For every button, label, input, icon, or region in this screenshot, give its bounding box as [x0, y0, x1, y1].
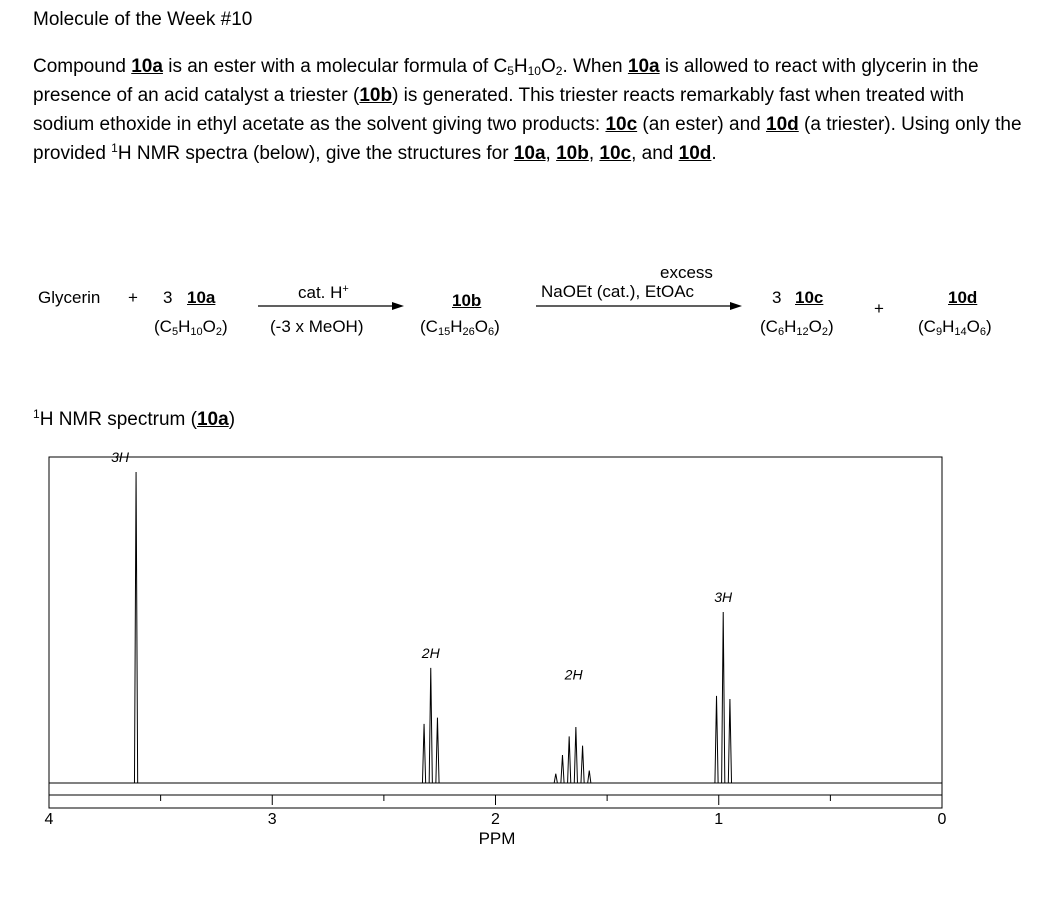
compound-ref-10c: 10c: [605, 114, 638, 135]
x-tick-label: 2: [491, 811, 500, 828]
compound-ref-10c: 10c: [599, 143, 632, 164]
compound-ref-10b: 10b: [359, 85, 393, 106]
plus-sign: +: [128, 288, 138, 307]
x-axis-label: PPM: [478, 829, 516, 848]
x-tick-label: 1: [714, 811, 724, 828]
compound-10c-label: 10c: [795, 288, 824, 307]
compound-ref-10a: 10a: [196, 409, 229, 430]
problem-statement: Compound 10a is an ester with a molecular formula of $C_5H_{10}O_2$. When 10a is allowed to react with glycerin in the presence of an acid catalyst a triester (10b) is generated. This triester reacts remarkably fast when treated with sodium ethoxide in ethyl acetate as the solvent giving two products: 10c (an ester) and 10d (a triester). Using only the provided $^1$H NMR spectra (below), give the structures for 10a, 10b, 10c, and 10d.: [33, 56, 1022, 164]
x-tick-label: 3: [267, 811, 277, 828]
nmr-peak-line: [574, 727, 577, 783]
compound-ref-10d: 10d: [678, 143, 712, 164]
nmr-heading: $^1$H NMR spectrum (10a): [33, 407, 236, 430]
compound-ref-10a: 10a: [627, 56, 660, 77]
compound-10b-label: 10b: [452, 291, 482, 310]
formula-10a: $(C_5H_{10}O_2)$: [154, 317, 228, 338]
nmr-spectrum-chart: [0, 450, 1058, 860]
nmr-peak-line: [134, 472, 137, 783]
compound-ref-10d: 10d: [766, 114, 799, 135]
nmr-peak-line: [422, 724, 425, 783]
nmr-peak-line: [588, 771, 591, 783]
compound-ref-10a: 10a: [131, 56, 163, 77]
formula-10d: $(C_9H_{14}O_6)$: [918, 317, 992, 338]
page-title: Molecule of the Week #10: [33, 9, 253, 30]
nmr-peak-line: [722, 612, 725, 783]
arrow2-top-label-2: NaOEt (cat.), EtOAc: [541, 282, 695, 301]
x-tick-label: 0: [937, 811, 947, 828]
compound-ref-10a: 10a: [513, 143, 546, 164]
arrow1-top-label: cat. H+: [298, 283, 349, 302]
arrow2-top-label-1: excess: [660, 263, 713, 282]
nmr-peak-line: [561, 755, 564, 783]
plus-sign: +: [874, 299, 884, 318]
nmr-peak-line: [554, 774, 557, 783]
integration-label: 3H: [714, 588, 733, 605]
nmr-peak-line: [715, 696, 718, 783]
reaction-scheme: [0, 255, 1058, 345]
nmr-peak-line: [568, 736, 571, 783]
integration-label: 3H: [111, 450, 130, 465]
nmr-peak-line: [728, 699, 731, 783]
reaction-arrow-1: [256, 299, 406, 313]
nmr-peak-line: [429, 668, 432, 783]
compound-10a-label: 10a: [187, 288, 216, 307]
coefficient-a: 3: [163, 288, 173, 307]
glycerin-label: Glycerin: [38, 288, 101, 307]
coefficient-c: 3: [772, 288, 782, 307]
x-tick-label: 4: [44, 811, 54, 828]
compound-ref-10b: 10b: [556, 143, 589, 164]
formula-10c: $(C_6H_{12}O_2)$: [760, 317, 834, 338]
formula-10b: $(C_{15}H_{26}O_6)$: [420, 317, 500, 338]
compound-10d-label: 10d: [948, 288, 978, 307]
arrow1-bottom-label: (-3 x MeOH): [270, 317, 364, 336]
integration-label: 2H: [564, 666, 583, 683]
plot-frame: [49, 457, 942, 808]
reaction-arrow-2: [534, 299, 746, 313]
integration-label: 2H: [421, 644, 440, 661]
nmr-peak-line: [436, 718, 439, 783]
nmr-peak-line: [581, 746, 584, 783]
